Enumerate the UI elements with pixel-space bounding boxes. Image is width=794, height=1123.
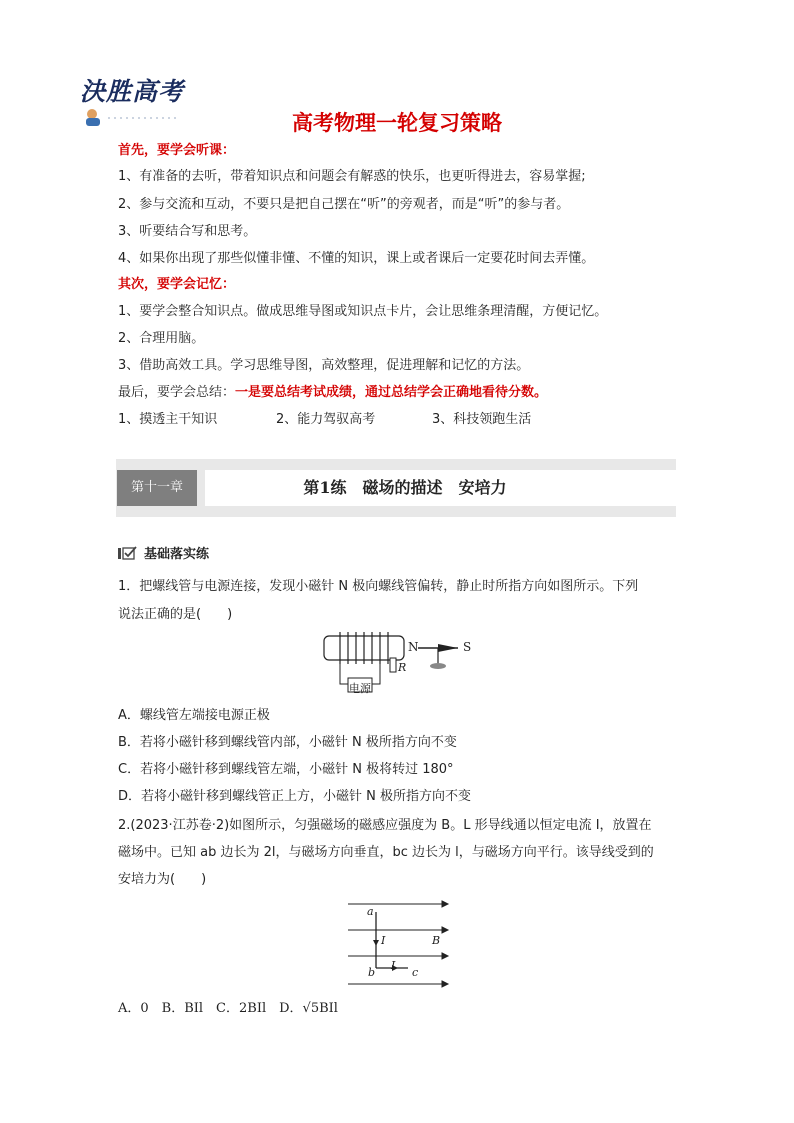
q1-option: A．螺线管左端接电源正极 <box>118 708 270 723</box>
strategy-item: 2、合理用脑。 <box>118 331 205 346</box>
q2-label-c: c <box>412 966 419 979</box>
q2-options: A．0 B．BIl C．2BIl D．√5BIl <box>118 1001 338 1016</box>
q1-option: C．若将小磁针移到螺线管左端，小磁针 N 极将转过 180° <box>118 762 454 777</box>
q2-stem: 2.(2023·江苏卷·2)如图所示，匀强磁场的磁感应强度为 B。L 形导线通以恒定电流 I，放置在 <box>118 818 652 833</box>
q2-stem: 磁场中。已知 ab 边长为 2l，与磁场方向垂直，bc 边长为 l，与磁场方向平行。该导线受到的 <box>118 845 654 860</box>
q2-stem: 安培力为( ) <box>118 872 207 887</box>
heading-listen: 首先，要学会听课： <box>118 143 236 158</box>
q1-stem: 1．把螺线管与电源连接，发现小磁针 N 极向螺线管偏转，静止时所指方向如图所示。下列 <box>118 579 639 594</box>
q2-label-a: a <box>367 905 374 918</box>
q1-label-n: N <box>408 640 419 654</box>
q1-option: B．若将小磁针移到螺线管内部，小磁针 N 极所指方向不变 <box>118 735 457 750</box>
logo-text: 決胜高考 <box>80 77 185 106</box>
summary-line <box>118 384 547 402</box>
q2-label-b-field: B <box>432 934 441 947</box>
strategy-item: 4、如果你出现了那些似懂非懂、不懂的知识，课上或者课后一定要花时间去弄懂。 <box>118 251 595 266</box>
q2-label-i2: I <box>391 959 396 972</box>
q1-stem: 说法正确的是( ) <box>118 607 233 622</box>
q1-label-r: R <box>398 661 407 674</box>
q1-label-power: 电源 <box>349 682 371 695</box>
strategy-item: 1、要学会整合知识点。做成思维导图或知识点卡片，会让思维条理清醒，方便记忆。 <box>118 304 608 319</box>
section-heading <box>118 543 209 562</box>
summary-item: 3、科技领跑生活 <box>432 412 532 427</box>
page-title: 高考物理一轮复习策略 <box>292 111 502 135</box>
strategy-item: 3、听要结合写和思考。 <box>118 224 257 239</box>
strategy-item: 2、参与交流和互动，不要只是把自己摆在“听”的旁观者，而是“听”的参与者。 <box>118 197 570 212</box>
summary-highlight: 一是要总结考试成绩，通过总结学会正确地看待分数。 <box>235 385 548 400</box>
section-title: 基础落实练 <box>144 547 210 562</box>
q1-option: D．若将小磁针移到螺线管正上方，小磁针 N 极所指方向不变 <box>118 789 471 804</box>
summary-item: 2、能力驾驭高考 <box>276 412 376 427</box>
heading-memory: 其次，要学会记忆： <box>118 277 236 292</box>
q1-label-s: S <box>463 640 472 654</box>
chapter-tag: 第十一章 <box>117 470 197 506</box>
q2-label-b: b <box>368 966 376 979</box>
q2-label-i1: I <box>381 934 386 947</box>
strategy-item: 3、借助高效工具。学习思维导图，高效整理，促进理解和记忆的方法。 <box>118 358 530 373</box>
summary-item: 1、摸透主干知识 <box>118 412 218 427</box>
lesson-title: 第1练 磁场的描述 安培力 <box>303 478 507 497</box>
checklist-icon <box>118 546 140 560</box>
strategy-item: 1、有准备的去听，带着知识点和问题会有解惑的快乐，也更听得进去，容易掌握; <box>118 169 586 184</box>
summary-prefix: 最后，要学会总结： <box>118 385 236 400</box>
